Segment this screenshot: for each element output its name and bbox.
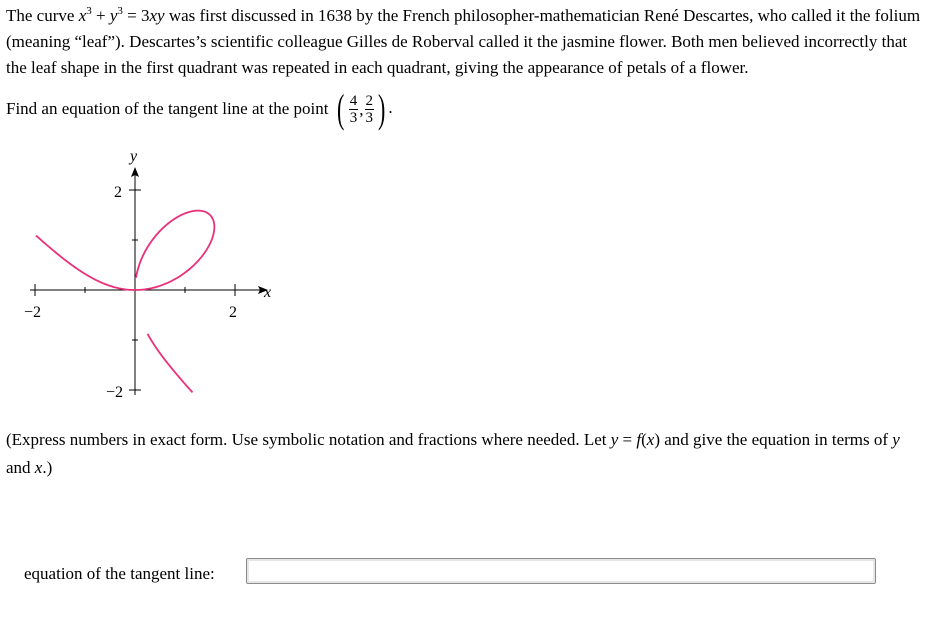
tangent-line-answer-input[interactable] <box>246 558 876 584</box>
answer-label: equation of the tangent line: <box>24 564 215 583</box>
fraction-y: $\frac{2}{3}$ <box>365 92 374 126</box>
tick-label-y-neg2: −2 <box>106 384 124 401</box>
problem-question: Find an equation of the tangent line at the point ( $\frac{4}{3}$ , $\frac{2}{3}$ ) . <box>6 86 393 131</box>
y-axis-label: y <box>130 148 138 165</box>
problem-intro: The curve $x^3 + y^3 = 3xy$ was first discussed in 1638 by the French philosopher-mathematician René Descartes, who called it the folium (meaning “leaf”). Descartes’s scientific colleague Gilles de Roberval called it the jasmine flower. Both men believed incorrectly that the leaf shape in the first quadrant was repeated in each quadrant, giving the appearance of petals of a flower. <box>6 5 921 77</box>
fraction-x: $\frac{4}{3}$ <box>349 92 358 126</box>
instructions-note: (Express numbers in exact form. Use symbolic notation and fractions where needed. Let y = f(x) and give the equation in terms of y and x.) <box>6 430 900 477</box>
tick-label-x-2: 2 <box>229 304 237 321</box>
folium-curve <box>36 211 214 393</box>
tick-label-y-2: 2 <box>114 184 122 201</box>
point-coordinates: ( $\frac{4}{3}$ , $\frac{2}{3}$ ) . <box>337 86 393 131</box>
tick-label-x-neg2: −2 <box>24 304 42 321</box>
x-axis-label: x <box>264 284 272 301</box>
folium-graph <box>20 145 290 405</box>
